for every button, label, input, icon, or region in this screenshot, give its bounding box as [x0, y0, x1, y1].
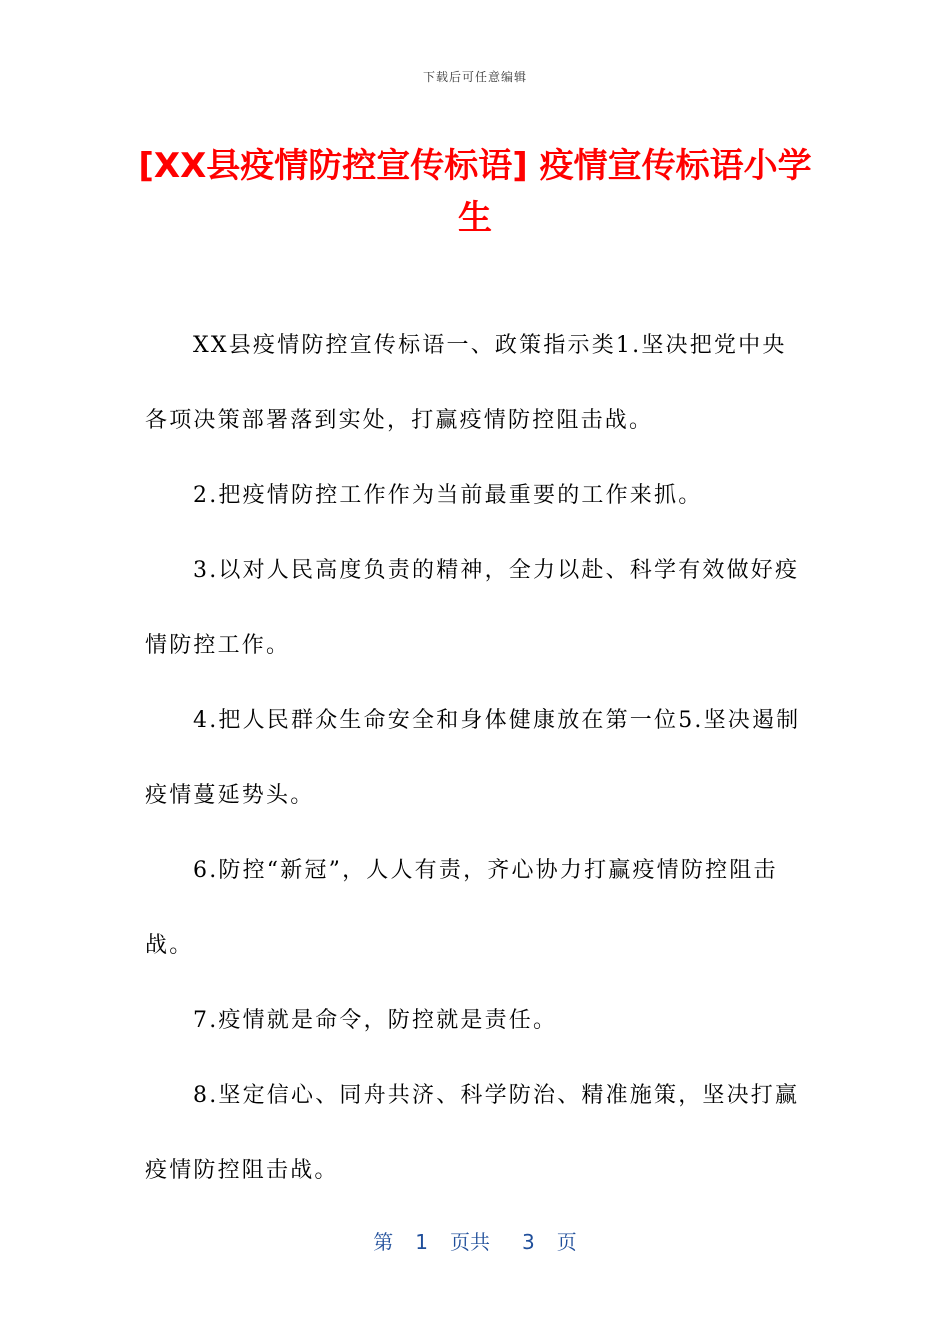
- paragraph: 7.疫情就是命令，防控就是责任。: [193, 1008, 558, 1033]
- paragraph: XX县疫情防控宣传标语一、政策指示类1.坚决把党中央各项决策部署落到实处，打赢疫情防控阻击战。: [145, 333, 787, 433]
- paragraph: 4.把人民群众生命安全和身体健康放在第一位5.坚决遏制疫情蔓延势头。: [145, 708, 801, 808]
- document-body: [145, 308, 805, 1208]
- header-note: 下载后可任意编辑: [422, 70, 527, 84]
- total-pages-number: 3: [522, 1230, 535, 1254]
- paragraph: 6.防控“新冠”，人人有责，齐心协力打赢疫情防控阻击战。: [145, 858, 778, 958]
- document-title: [XX县疫情防控宣传标语] 疫情宣传标语小学生: [138, 146, 812, 238]
- page-footer: [0, 1226, 950, 1255]
- paragraph: 8.坚定信心、同舟共济、科学防治、精准施策，坚决打赢疫情防控阻击战。: [145, 1083, 800, 1183]
- current-page-number: 1: [415, 1230, 428, 1254]
- page-suffix: 页: [556, 1230, 577, 1254]
- paragraph: 2.把疫情防控工作作为当前最重要的工作来抓。: [193, 483, 703, 508]
- page-mid: 页共: [450, 1230, 490, 1254]
- page-prefix: 第: [373, 1230, 394, 1254]
- paragraph: 3.以对人民高度负责的精神，全力以赴、科学有效做好疫情防控工作。: [145, 558, 800, 658]
